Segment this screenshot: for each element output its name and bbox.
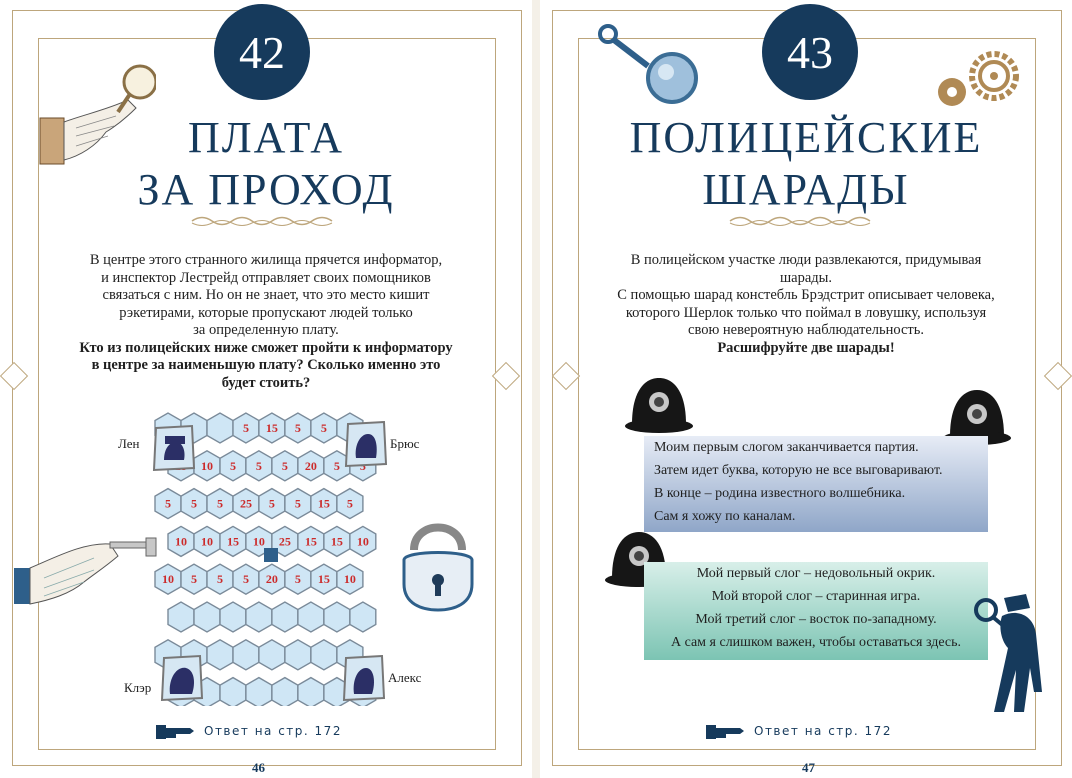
maze-cell	[233, 640, 259, 670]
fee-label: 15	[265, 421, 278, 435]
riddle-line: Мой третий слог – восток по-западному.	[695, 612, 937, 627]
maze-cell	[246, 602, 272, 632]
intro-line: которого Шерлок только что поймал в ловушку, используя	[625, 304, 987, 321]
question-line: в центре за наименьшую плату? Сколько именно это	[91, 357, 441, 373]
right-page	[540, 0, 1072, 778]
hand-key-illustration	[14, 528, 164, 608]
maze-cell	[350, 602, 376, 632]
question-line: будет стоить?	[221, 374, 311, 391]
divider-flourish	[190, 214, 342, 228]
fee-label: 5	[242, 421, 249, 435]
intro-line: С помощью шарад констебль Брэдстрит описывает человека,	[617, 287, 995, 303]
fee-label: 5	[165, 496, 171, 511]
officer-label: Брюс	[390, 436, 420, 451]
police-helmet-icon	[624, 372, 694, 436]
intro-text	[580, 252, 1032, 357]
fee-label: 5	[333, 458, 340, 473]
puzzle-number-badge: 43	[762, 4, 858, 100]
informant-center-marker	[264, 548, 278, 562]
riddle-2-box	[644, 562, 988, 660]
maze-cell	[259, 640, 285, 670]
maze-cell	[298, 678, 324, 706]
officer-portrait-bruce[interactable]	[344, 420, 388, 468]
officer-portrait-len[interactable]	[152, 424, 196, 472]
left-page	[0, 0, 532, 778]
intro-line: В центре этого странного жилища прячется информатор,	[89, 252, 443, 268]
fee-label: 20	[265, 572, 278, 587]
riddle-line: Сам я хожу по каналам.	[654, 509, 796, 524]
officer-label: Клэр	[124, 680, 152, 695]
answer-text: Ответ на стр. 172	[204, 724, 342, 738]
maze-cell	[272, 602, 298, 632]
riddle-line: Затем идет буква, которую не все выговаривают.	[654, 463, 943, 478]
fee-label: 5	[255, 458, 262, 473]
fee-label: 5	[229, 458, 236, 473]
riddle-line: А сам я слишком важен, чтобы оставаться здесь.	[670, 635, 962, 650]
fee-label: 5	[216, 496, 223, 511]
maze-cell	[168, 602, 194, 632]
fee-label: 10	[200, 458, 213, 473]
maze-cell	[207, 413, 233, 443]
intro-line: рэкетирами, которые пропускают людей только	[119, 304, 413, 321]
riddle-1-box	[644, 436, 988, 532]
detective-silhouette	[968, 588, 1048, 718]
officer-label: Лен	[118, 436, 140, 451]
divider-flourish	[728, 214, 880, 228]
fee-label: 10	[252, 534, 265, 549]
maze-cell	[220, 602, 246, 632]
fee-label: 15	[317, 572, 330, 587]
maze-cell	[207, 640, 233, 670]
maze-cell	[220, 678, 246, 706]
book-gutter	[532, 0, 540, 778]
maze-cell	[246, 678, 272, 706]
gears-icon	[932, 48, 1022, 112]
answer-reference	[156, 722, 342, 740]
fee-label: 10	[343, 572, 356, 587]
fee-label: 10	[174, 534, 187, 549]
pointing-hand-icon	[706, 722, 746, 740]
maze-cell	[298, 602, 324, 632]
magnifying-glass-illustration	[594, 22, 704, 106]
riddle-line: Моим первым слогом заканчивается партия.	[654, 440, 919, 455]
fee-label: 5	[216, 572, 223, 587]
fee-label: 15	[304, 534, 317, 549]
padlock-icon	[400, 510, 476, 614]
page-number: 46	[252, 760, 265, 775]
answer-reference	[706, 722, 892, 740]
fee-label: 10	[356, 534, 369, 549]
pointing-hand-icon	[156, 722, 196, 740]
maze-cell	[285, 640, 311, 670]
question-line: Кто из полицейских ниже сможет пройти к информатору	[79, 339, 453, 356]
officer-label: Алекс	[388, 670, 422, 685]
title-line: ЗА ПРОХОД	[137, 165, 395, 214]
intro-line: В полицейском участке люди развлекаются, придумывая	[630, 252, 982, 268]
title-line: ШАРАДЫ	[702, 165, 910, 214]
page-title	[600, 112, 1012, 216]
fee-label: 15	[330, 534, 343, 549]
maze-cell	[311, 640, 337, 670]
intro-line: связаться с ним. Но он не знает, что это место кишит	[102, 287, 430, 303]
fee-label: 5	[294, 421, 301, 435]
fee-label: 5	[294, 496, 301, 511]
fee-label: 15	[226, 534, 239, 549]
intro-line: шарады.	[779, 269, 833, 286]
fee-label: 5	[320, 421, 327, 435]
fee-label: 5	[281, 458, 288, 473]
fee-label: 20	[304, 458, 317, 473]
answer-text: Ответ на стр. 172	[754, 724, 892, 738]
fee-label: 5	[190, 496, 197, 511]
fee-label: 10	[162, 572, 174, 587]
officer-portrait-claire[interactable]	[160, 654, 204, 702]
officer-portrait-alex[interactable]	[342, 654, 386, 702]
intro-line: и инспектор Лестрейд отправляет своих помощников	[101, 269, 431, 286]
title-line: ПЛАТА	[188, 113, 344, 162]
riddle-line: В конце – родина известного волшебника.	[654, 486, 906, 501]
puzzle-number-badge: 42	[214, 4, 310, 100]
fee-label: 5	[242, 572, 249, 587]
intro-text	[40, 252, 492, 392]
riddle-line: Мой первый слог – недовольный окрик.	[696, 566, 936, 581]
fee-label: 5	[190, 572, 197, 587]
maze-cell	[324, 602, 350, 632]
fee-label: 5	[294, 572, 301, 587]
fee-label: 15	[317, 496, 330, 511]
title-line: ПОЛИЦЕЙСКИЕ	[629, 113, 983, 162]
fee-label: 5	[268, 496, 275, 511]
page-number: 47	[802, 760, 815, 775]
question-line: Расшифруйте две шарады!	[717, 339, 895, 356]
page-title	[60, 112, 472, 216]
riddle-line: Мой второй слог – старинная игра.	[711, 589, 921, 604]
fee-label: 25	[239, 496, 252, 511]
maze-cell	[272, 678, 298, 706]
intro-line: за определенную плату.	[193, 322, 339, 338]
fee-label: 25	[278, 534, 291, 549]
intro-line: свою невероятную наблюдательность.	[688, 322, 924, 338]
fee-label: 5	[346, 496, 353, 511]
fee-label: 10	[200, 534, 213, 549]
maze-cell	[194, 602, 220, 632]
